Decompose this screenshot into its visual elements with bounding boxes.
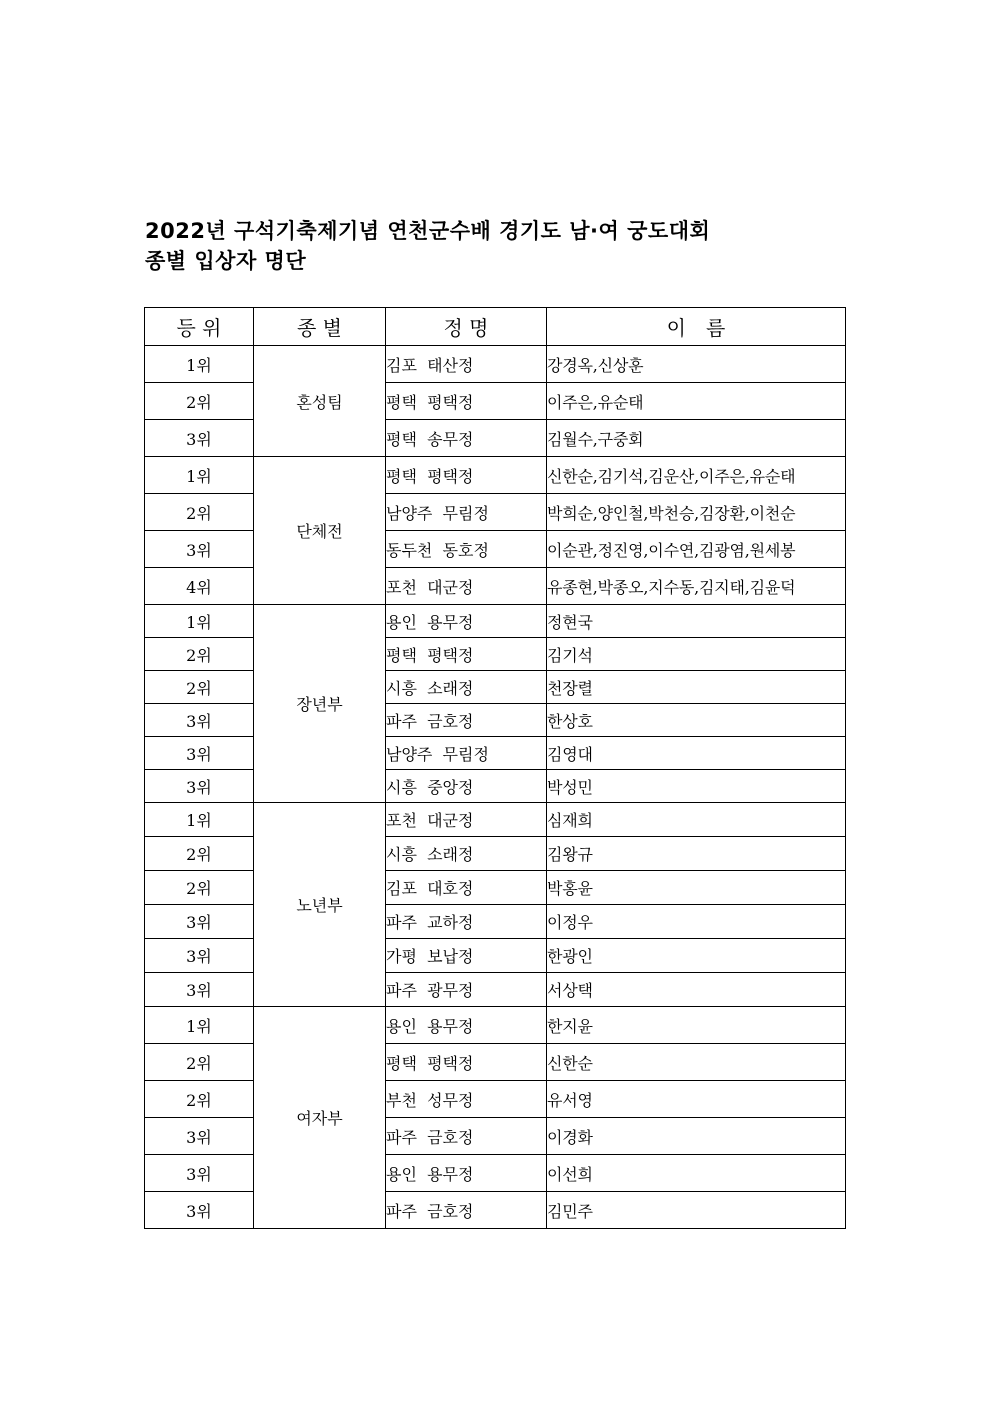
winners-table bbox=[144, 307, 846, 1229]
club-cell: 용인 용무정 bbox=[386, 1007, 547, 1044]
rank-cell: 2위 bbox=[145, 871, 254, 905]
rank-cell: 4위 bbox=[145, 568, 254, 605]
names-cell: 강경옥,신상훈 bbox=[547, 346, 846, 383]
table-row bbox=[145, 346, 846, 383]
club-cell: 파주 금호정 bbox=[386, 1192, 547, 1229]
header-category: 종 별 bbox=[254, 308, 386, 346]
table-row bbox=[145, 1007, 846, 1044]
names-cell: 천장렬 bbox=[547, 671, 846, 704]
rank-cell: 1위 bbox=[145, 1007, 254, 1044]
club-cell: 파주 교하정 bbox=[386, 905, 547, 939]
club-cell: 시흥 소래정 bbox=[386, 671, 547, 704]
table-row bbox=[145, 939, 846, 973]
header-name: 이 름 bbox=[547, 308, 846, 346]
club-cell: 평택 평택정 bbox=[386, 1044, 547, 1081]
club-cell: 김포 대호정 bbox=[386, 871, 547, 905]
category-cell: 노년부 bbox=[254, 803, 386, 1007]
names-cell: 이주은,유순태 bbox=[547, 383, 846, 420]
table-row bbox=[145, 457, 846, 494]
names-cell: 김기석 bbox=[547, 638, 846, 671]
rank-cell: 3위 bbox=[145, 420, 254, 457]
rank-cell: 2위 bbox=[145, 1081, 254, 1118]
names-cell: 김영대 bbox=[547, 737, 846, 770]
rank-cell: 3위 bbox=[145, 939, 254, 973]
club-cell: 용인 용무정 bbox=[386, 1155, 547, 1192]
club-cell: 남양주 무림정 bbox=[386, 737, 547, 770]
club-cell: 평택 송무정 bbox=[386, 420, 547, 457]
names-cell: 심재희 bbox=[547, 803, 846, 837]
names-cell: 김민주 bbox=[547, 1192, 846, 1229]
names-cell: 정현국 bbox=[547, 605, 846, 638]
names-cell: 한지윤 bbox=[547, 1007, 846, 1044]
rank-cell: 3위 bbox=[145, 1118, 254, 1155]
table-row bbox=[145, 803, 846, 837]
names-cell: 김왕규 bbox=[547, 837, 846, 871]
club-cell: 포천 대군정 bbox=[386, 803, 547, 837]
rank-cell: 3위 bbox=[145, 905, 254, 939]
table-row bbox=[145, 1192, 846, 1229]
table-row bbox=[145, 568, 846, 605]
category-cell: 혼성팀 bbox=[254, 346, 386, 457]
document-title bbox=[145, 216, 865, 276]
rank-cell: 2위 bbox=[145, 1044, 254, 1081]
rank-cell: 3위 bbox=[145, 973, 254, 1007]
rank-cell: 2위 bbox=[145, 837, 254, 871]
club-cell: 파주 광무정 bbox=[386, 973, 547, 1007]
names-cell: 김월수,구중회 bbox=[547, 420, 846, 457]
header-rank: 등 위 bbox=[145, 308, 254, 346]
names-cell: 신한순 bbox=[547, 1044, 846, 1081]
table-row bbox=[145, 973, 846, 1007]
rank-cell: 3위 bbox=[145, 1192, 254, 1229]
title-line-2: 종별 입상자 명단 bbox=[145, 249, 307, 273]
club-cell: 평택 평택정 bbox=[386, 383, 547, 420]
names-cell: 이순관,정진영,이수연,김광염,원세봉 bbox=[547, 531, 846, 568]
rank-cell: 2위 bbox=[145, 671, 254, 704]
club-cell: 동두천 동호정 bbox=[386, 531, 547, 568]
title-line-1: 2022년 구석기축제기념 연천군수배 경기도 남·여 궁도대회 bbox=[145, 219, 711, 243]
names-cell: 박성민 bbox=[547, 770, 846, 803]
names-cell: 서상택 bbox=[547, 973, 846, 1007]
table-row bbox=[145, 1118, 846, 1155]
rank-cell: 2위 bbox=[145, 494, 254, 531]
rank-cell: 3위 bbox=[145, 737, 254, 770]
club-cell: 남양주 무림정 bbox=[386, 494, 547, 531]
rank-cell: 1위 bbox=[145, 346, 254, 383]
table-row bbox=[145, 420, 846, 457]
rank-cell: 3위 bbox=[145, 1155, 254, 1192]
names-cell: 한광인 bbox=[547, 939, 846, 973]
names-cell: 박희순,양인철,박천승,김장환,이천순 bbox=[547, 494, 846, 531]
table-row bbox=[145, 704, 846, 737]
rank-cell: 2위 bbox=[145, 383, 254, 420]
club-cell: 시흥 중앙정 bbox=[386, 770, 547, 803]
club-cell: 부천 성무정 bbox=[386, 1081, 547, 1118]
table-row bbox=[145, 531, 846, 568]
table-row bbox=[145, 737, 846, 770]
table-row bbox=[145, 837, 846, 871]
table-row bbox=[145, 671, 846, 704]
club-cell: 평택 평택정 bbox=[386, 638, 547, 671]
table-row bbox=[145, 1155, 846, 1192]
header-club: 정 명 bbox=[386, 308, 547, 346]
club-cell: 시흥 소래정 bbox=[386, 837, 547, 871]
rank-cell: 3위 bbox=[145, 704, 254, 737]
rank-cell: 2위 bbox=[145, 638, 254, 671]
club-cell: 평택 평택정 bbox=[386, 457, 547, 494]
table-row bbox=[145, 871, 846, 905]
category-cell: 여자부 bbox=[254, 1007, 386, 1229]
names-cell: 한상호 bbox=[547, 704, 846, 737]
club-cell: 파주 금호정 bbox=[386, 704, 547, 737]
table-row bbox=[145, 905, 846, 939]
table-header-row bbox=[145, 308, 846, 346]
club-cell: 포천 대군정 bbox=[386, 568, 547, 605]
table-row bbox=[145, 494, 846, 531]
rank-cell: 3위 bbox=[145, 770, 254, 803]
table-row bbox=[145, 638, 846, 671]
club-cell: 용인 용무정 bbox=[386, 605, 547, 638]
rank-cell: 1위 bbox=[145, 457, 254, 494]
table-row bbox=[145, 605, 846, 638]
table-body bbox=[145, 346, 846, 1229]
club-cell: 파주 금호정 bbox=[386, 1118, 547, 1155]
table-row bbox=[145, 383, 846, 420]
names-cell: 유서영 bbox=[547, 1081, 846, 1118]
club-cell: 가평 보납정 bbox=[386, 939, 547, 973]
club-cell: 김포 태산정 bbox=[386, 346, 547, 383]
table-row bbox=[145, 770, 846, 803]
names-cell: 이경화 bbox=[547, 1118, 846, 1155]
category-cell: 단체전 bbox=[254, 457, 386, 605]
names-cell: 유종현,박종오,지수동,김지태,김윤덕 bbox=[547, 568, 846, 605]
category-cell: 장년부 bbox=[254, 605, 386, 803]
rank-cell: 1위 bbox=[145, 605, 254, 638]
table-row bbox=[145, 1081, 846, 1118]
table-row bbox=[145, 1044, 846, 1081]
names-cell: 이정우 bbox=[547, 905, 846, 939]
names-cell: 신한순,김기석,김운산,이주은,유순태 bbox=[547, 457, 846, 494]
rank-cell: 3위 bbox=[145, 531, 254, 568]
names-cell: 이선희 bbox=[547, 1155, 846, 1192]
rank-cell: 1위 bbox=[145, 803, 254, 837]
names-cell: 박홍윤 bbox=[547, 871, 846, 905]
